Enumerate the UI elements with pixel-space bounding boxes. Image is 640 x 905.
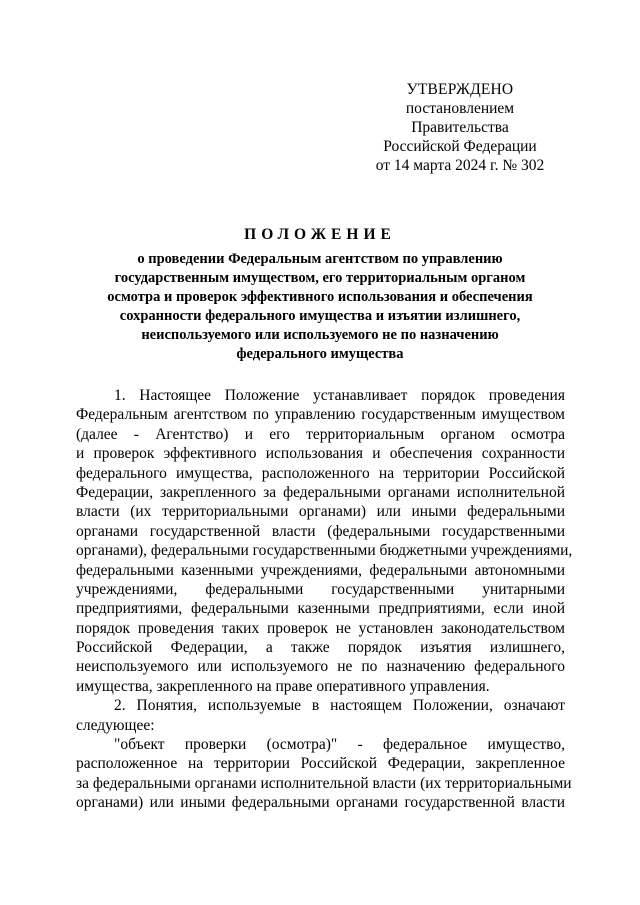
body-text-line: 1. Настоящее Положение устанавливает порядок проведения [114, 387, 565, 404]
body-text-line: Федеральным агентством по управлению государственным имуществом [76, 406, 565, 424]
body-text-line: следующее: [76, 716, 155, 734]
subtitle-line: неиспользуемого или используемого не по назначению [141, 327, 499, 343]
body-text-line: органами государственной власти (федеральными государственными [76, 522, 565, 540]
body-text-line: 2. Понятия, используемые в настоящем Положении, означают [114, 697, 565, 715]
body-text-line: "объект проверки (осмотра)" - федеральное имущество, [114, 736, 565, 754]
body-text-line: предприятиями, федеральными казенными предприятиями, если иной [76, 600, 565, 618]
body-text-line: за федеральными органами исполнительной власти (их территориальными [76, 774, 572, 792]
body-text-line: имущества, закрепленного на праве оперативного управления. [76, 677, 490, 695]
body-text-line: неиспользуемого или используемого не по назначению федерального [76, 658, 565, 676]
document-subtitle [90, 250, 550, 364]
body-text-line: органами) или иными федеральными органами государственной власти [76, 794, 565, 812]
body-text-line: федерального имущества, расположенного на территории Российской [76, 464, 565, 482]
document-body [76, 386, 573, 813]
document-title: ПОЛОЖЕНИЕ [244, 226, 396, 243]
approval-line: постановлением Правительства [405, 100, 515, 136]
body-text-line: власти (их территориальными органами) или иными федеральными [76, 503, 565, 521]
subtitle-line: о проведении Федеральным агентством по управлению [137, 251, 503, 267]
body-text-line: органами), федеральными государственными бюджетными учреждениями, [76, 542, 573, 560]
approval-stamp [360, 80, 560, 175]
body-text-line: (далее - Агентство) и его территориальным органом осмотра [76, 425, 565, 443]
subtitle-line: федерального имущества [236, 346, 404, 362]
approval-heading: УТВЕРЖДЕНО [406, 81, 514, 98]
subtitle-line: государственным имуществом, его территориальным органом [114, 270, 526, 286]
approval-line: от 14 марта 2024 г. № 302 [375, 157, 545, 174]
approval-line: Российской Федерации [383, 138, 537, 155]
body-text-line: и проверок эффективного использования и обеспечения сохранности [76, 445, 565, 463]
subtitle-line: сохранности федерального имущества и изъятии излишнего, [119, 308, 521, 324]
body-text-line: расположенное на территории Российской Федерации, закрепленное [76, 755, 565, 773]
body-text-line: Федерации, закрепленного за федеральными органами исполнительной [76, 483, 565, 501]
subtitle-line: осмотра и проверок эффективного использования и обеспечения [107, 289, 533, 305]
body-text-line: порядок проведения таких проверок не установлен законодательством [76, 619, 565, 637]
body-text-line: Российской Федерации, а также порядок изъятия излишнего, [76, 639, 565, 657]
body-text-line: федеральными казенными учреждениями, федеральными автономными [76, 561, 565, 579]
body-text-line: учреждениями, федеральными государственными унитарными [76, 580, 565, 598]
